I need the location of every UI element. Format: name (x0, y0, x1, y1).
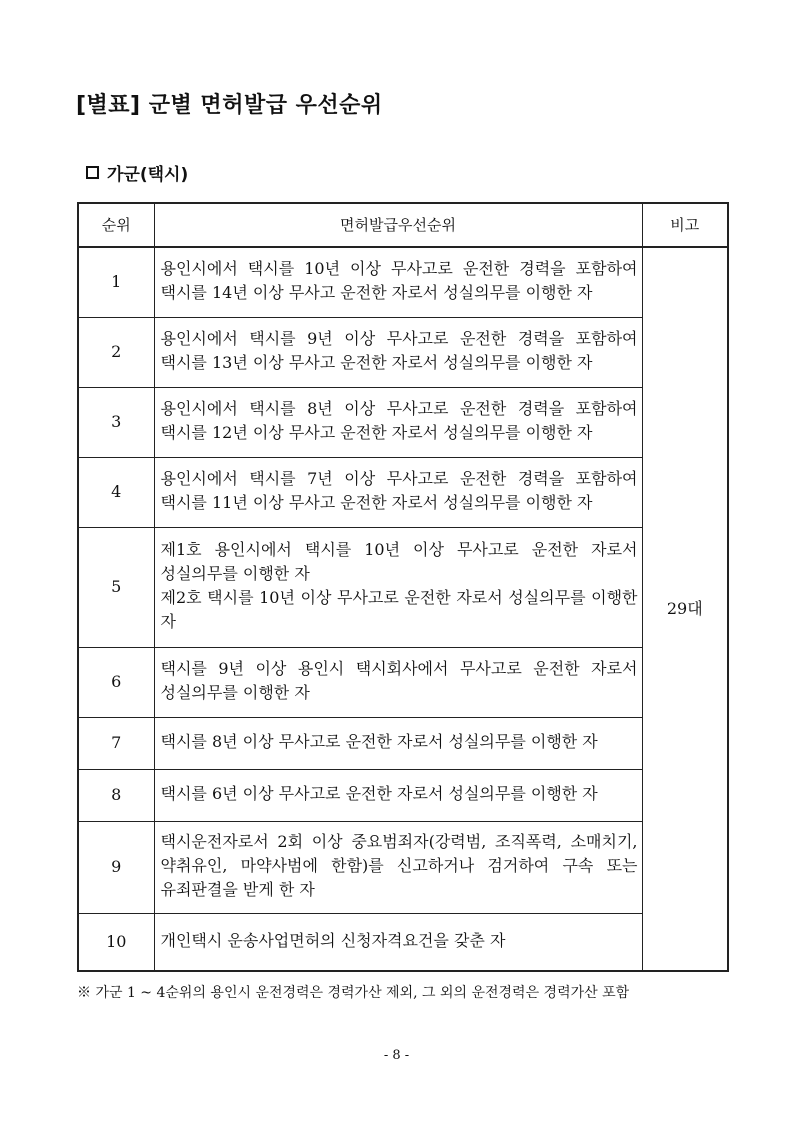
header-criteria: 면허발급우선순위 (154, 203, 642, 247)
rank-cell: 2 (78, 317, 154, 387)
table-row (78, 717, 728, 769)
footnote: ※ 가군 1 ~ 4순위의 용인시 운전경력은 경력가산 제외, 그 외의 운전경력은 경력가산 포함 (77, 985, 630, 1001)
criteria-cell: 택시를 9년 이상 용인시 택시회사에서 무사고로 운전한 자로서 성실의무를 이행한 자 (154, 647, 642, 717)
criteria-cell: 용인시에서 택시를 8년 이상 무사고로 운전한 경력을 포함하여 택시를 12년 이상 무사고 운전한 자로서 성실의무를 이행한 자 (154, 387, 642, 457)
criteria-cell: 택시운전자로서 2회 이상 중요범죄자(강력범, 조직폭력, 소매치기, 약취유인, 마약사범에 한함)를 신고하거나 검거하여 구속 또는 유죄판결을 받게 한 자 (154, 821, 642, 913)
rank-cell: 1 (78, 247, 154, 317)
header-note: 비고 (642, 203, 728, 247)
table-row (78, 913, 728, 971)
table-row (78, 821, 728, 913)
section-heading-label: 가군(택시) (107, 165, 189, 185)
criteria-cell: 용인시에서 택시를 9년 이상 무사고로 운전한 경력을 포함하여 택시를 13년 이상 무사고 운전한 자로서 성실의무를 이행한 자 (154, 317, 642, 387)
criteria-cell: 용인시에서 택시를 7년 이상 무사고로 운전한 경력을 포함하여 택시를 11년 이상 무사고 운전한 자로서 성실의무를 이행한 자 (154, 457, 642, 527)
note-cell: 29대 (642, 247, 728, 971)
table-row (78, 527, 728, 647)
table-row (78, 457, 728, 527)
criteria-item-2: 제2호 택시를 10년 이상 무사고로 운전한 자로서 성실의무를 이행한 자 (160, 588, 638, 631)
document-title: [별표] 군별 면허발급 우선순위 (76, 93, 383, 118)
rank-cell: 9 (78, 821, 154, 913)
rank-cell: 8 (78, 769, 154, 821)
table-row (78, 247, 728, 317)
criteria-item-1: 제1호 용인시에서 택시를 10년 이상 무사고로 운전한 자로서 성실의무를 이행한 자 (160, 540, 638, 583)
criteria-cell: 택시를 6년 이상 무사고로 운전한 자로서 성실의무를 이행한 자 (154, 769, 642, 821)
header-rank: 순위 (78, 203, 154, 247)
rank-cell: 7 (78, 717, 154, 769)
table-row (78, 387, 728, 457)
rank-cell: 4 (78, 457, 154, 527)
rank-cell: 6 (78, 647, 154, 717)
criteria-cell: 용인시에서 택시를 10년 이상 무사고로 운전한 경력을 포함하여 택시를 14년 이상 무사고 운전한 자로서 성실의무를 이행한 자 (154, 247, 642, 317)
priority-table (77, 202, 729, 972)
criteria-cell: 택시를 8년 이상 무사고로 운전한 자로서 성실의무를 이행한 자 (154, 717, 642, 769)
table-row (78, 769, 728, 821)
table-row (78, 647, 728, 717)
page-number: - 8 - (383, 1048, 410, 1063)
table-row (78, 317, 728, 387)
rank-cell: 5 (78, 527, 154, 647)
criteria-cell: 개인택시 운송사업면허의 신청자격요건을 갖춘 자 (154, 913, 642, 971)
rank-cell: 10 (78, 913, 154, 971)
section-heading (86, 160, 188, 185)
rank-cell: 3 (78, 387, 154, 457)
table-header-row (78, 203, 728, 247)
checkbox-icon (86, 166, 99, 179)
criteria-cell (154, 527, 642, 647)
